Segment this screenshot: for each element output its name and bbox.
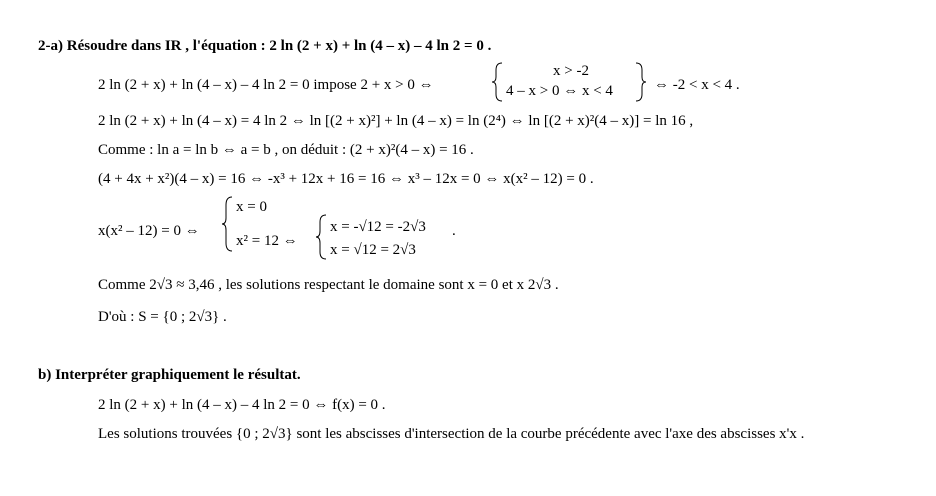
equivalence-line: 2 ln (2 + x) + ln (4 – x) – 4 ln 2 = 0 ⇔ f(x) = 0 . [98,397,386,413]
domain-sys-bottom: 4 – x > 0 ⇔ x < 4 [506,83,613,99]
root-negative: x = -√12 = -2√3 [330,219,426,235]
domain-result: ⇔ -2 < x < 4 . [654,77,740,93]
factor-brace [222,196,234,252]
domain-sys-top: x > -2 [553,63,589,79]
interpretation-line: Les solutions trouvées {0 ; 2√3} sont les abscisses d'intersection de la courbe précédente avec l'axe des abscisses x'x . [98,426,805,442]
domain-right-brace [636,62,648,102]
domain-check-line: Comme 2√3 ≈ 3,46 , les solutions respectant le domaine sont x = 0 et x 2√3 . [98,277,559,293]
solution-set-line: D'où : S = {0 ; 2√3} . [98,309,227,325]
domain-left-brace [492,62,504,102]
expansion-line: (4 + 4x + x²)(4 – x) = 16 ⇔ -x³ + 12x + 16 = 16 ⇔ x³ – 12x = 0 ⇔ x(x² – 12) = 0 . [98,171,594,187]
factor-end: . [452,223,456,239]
part-a-heading: 2-a) Résoudre dans IR , l'équation : 2 ln (2 + x) + ln (4 – x) – 4 ln 2 = 0 . [38,38,492,54]
log-combination-line: 2 ln (2 + x) + ln (4 – x) = 4 ln 2 ⇔ ln [(2 + x)²] + ln (4 – x) = ln (2⁴) ⇔ ln [(2 + x)²(4 – x)] = ln 16 , [98,113,694,129]
factor-lhs: x(x² – 12) = 0 ⇔ [98,223,200,239]
factor-case-1: x = 0 [236,199,267,215]
deduction-line: Comme : ln a = ln b ⇔ a = b , on déduit : (2 + x)²(4 – x) = 16 . [98,142,474,158]
part-b-heading: b) Interpréter graphiquement le résultat. [38,367,301,383]
domain-lhs: 2 ln (2 + x) + ln (4 – x) – 4 ln 2 = 0 impose 2 + x > 0 ⇔ [98,77,434,93]
root-positive: x = √12 = 2√3 [330,242,416,258]
factor-case-2: x² = 12 ⇔ [236,233,298,249]
roots-brace [316,214,328,260]
